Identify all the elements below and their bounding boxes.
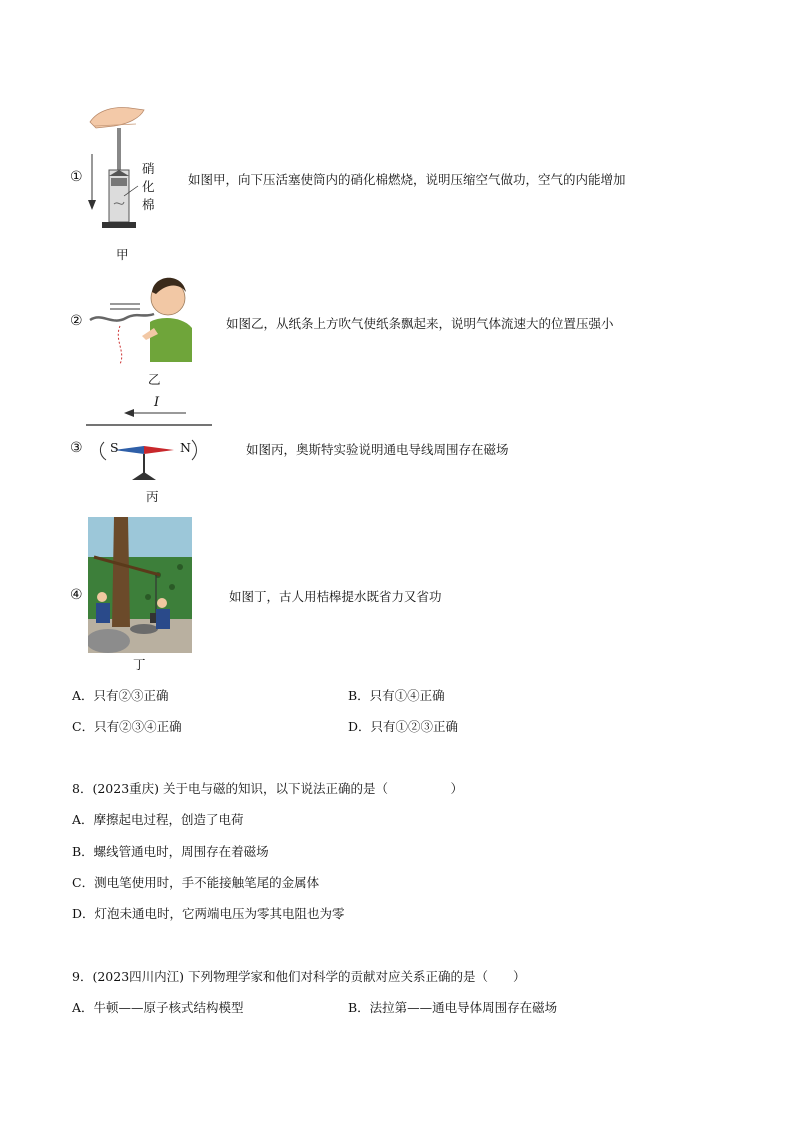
pole-n-label: N bbox=[180, 440, 191, 455]
item-number: ③ bbox=[70, 440, 83, 456]
q8-option-c[interactable]: C．测电笔使用时，手不能接触笔尾的金属体 bbox=[72, 875, 320, 890]
figure-caption-jia: 甲 bbox=[116, 247, 129, 262]
figure-caption-yi: 乙 bbox=[148, 372, 161, 387]
item-text: 如图丙，奥斯特实验说明通电导线周围存在磁场 bbox=[246, 442, 509, 457]
pole-s-label: S bbox=[110, 440, 119, 455]
boy-blowing-paper-figure bbox=[84, 264, 196, 368]
option-b[interactable]: B．只有①④正确 bbox=[348, 688, 445, 703]
q9-option-a[interactable]: A．牛顿——原子核式结构模型 bbox=[72, 1000, 244, 1015]
oersted-experiment-figure bbox=[84, 404, 216, 486]
item-text: 如图乙，从纸条上方吹气使纸条飘起来，说明气体流速大的位置压强小 bbox=[226, 316, 614, 331]
option-c[interactable]: C．只有②③④正确 bbox=[72, 719, 182, 734]
fire-syringe-figure bbox=[84, 96, 184, 242]
well-sweep-illustration bbox=[88, 517, 192, 653]
question-9-stem: 9．(2023四川内江) 下列物理学家和他们对科学的贡献对应关系正确的是（ ） bbox=[72, 969, 526, 984]
item-text: 如图甲，向下压活塞使筒内的硝化棉燃烧，说明压缩空气做功，空气的内能增加 bbox=[188, 172, 626, 187]
q8-option-b[interactable]: B．螺线管通电时，周围存在着磁场 bbox=[72, 844, 269, 859]
item-number: ① bbox=[70, 169, 83, 185]
item-number: ④ bbox=[70, 587, 83, 603]
figure-caption-bing: 丙 bbox=[146, 489, 159, 504]
q8-option-d[interactable]: D．灯泡未通电时，它两端电压为零其电阻也为零 bbox=[72, 906, 345, 921]
q8-option-a[interactable]: A．摩擦起电过程，创造了电荷 bbox=[72, 812, 244, 827]
question-8-stem: 8．(2023重庆) 关于电与磁的知识，以下说法正确的是（ ） bbox=[72, 781, 463, 796]
q9-option-b[interactable]: B．法拉第——通电导体周围存在磁场 bbox=[348, 1000, 558, 1015]
figure-caption-ding: 丁 bbox=[133, 657, 146, 672]
current-label: I bbox=[154, 395, 160, 410]
option-d[interactable]: D．只有①②③正确 bbox=[348, 719, 459, 734]
item-number: ② bbox=[70, 313, 83, 329]
item-text: 如图丁，古人用桔槔提水既省力又省功 bbox=[229, 589, 442, 604]
cotton-label: 硝化棉 bbox=[142, 161, 155, 212]
option-a[interactable]: A．只有②③正确 bbox=[72, 688, 169, 703]
